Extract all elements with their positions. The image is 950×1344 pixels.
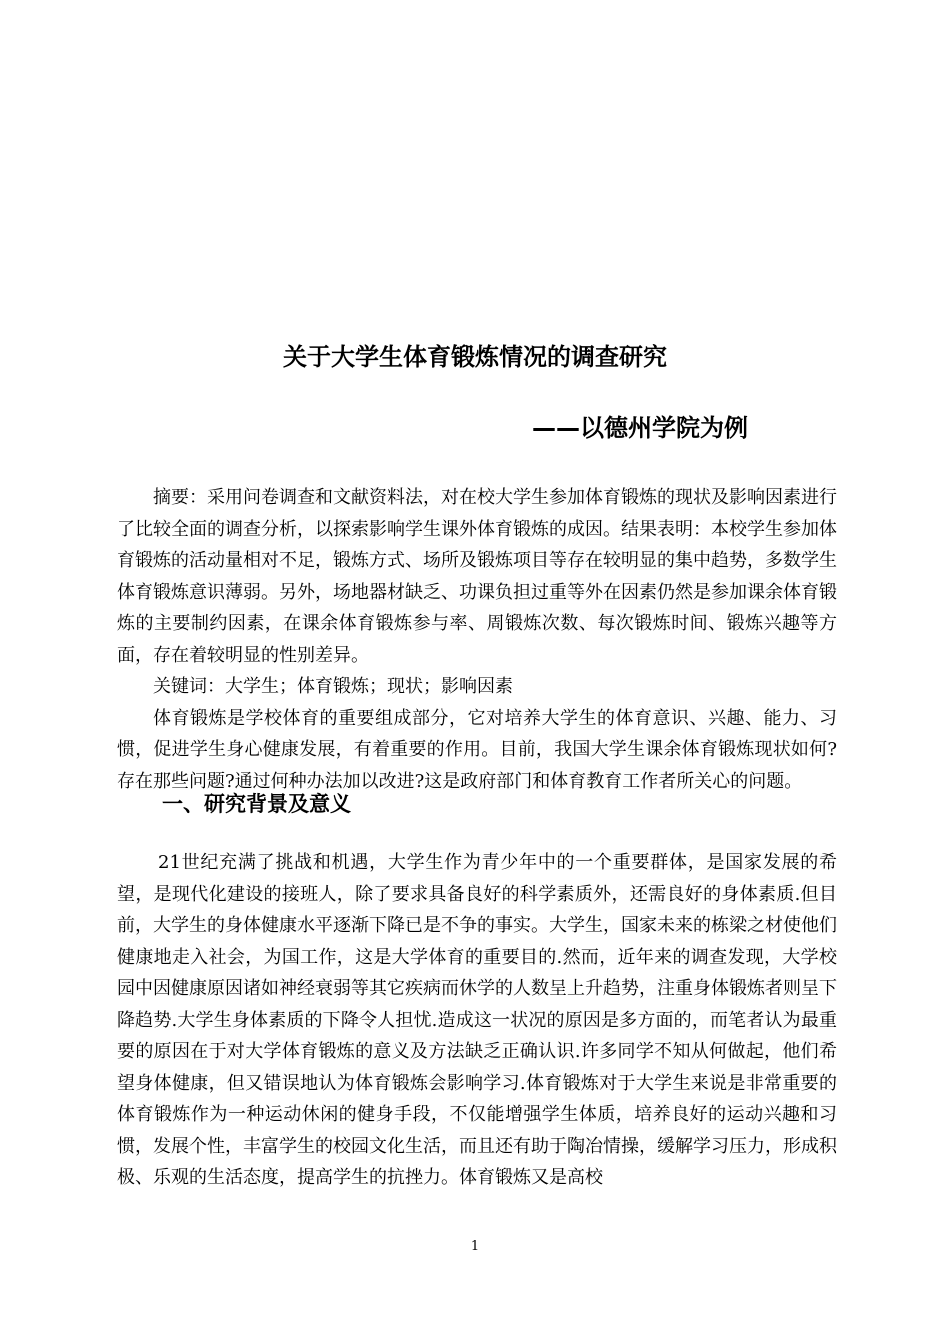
document-subtitle: ——以德州学院为例 — [532, 414, 748, 442]
keywords-paragraph: 关键词：大学生；体育锻炼；现状；影响因素 — [153, 676, 513, 697]
page-number: 1 — [470, 1239, 480, 1254]
section-body — [117, 847, 837, 1194]
section-heading: 一、研究背景及意义 — [162, 792, 351, 816]
abstract-paragraph: 摘要：采用问卷调查和文献资料法，对在校大学生参加体育锻炼的现状及影响因素进行了比较全面的调查分析，以探索影响学生课外体育锻炼的成因。结果表明：本校学生参加体育锻炼的活动量相对不足，锻炼方式、场所及锻炼项目等存在较明显的集中趋势，多数学生体育锻炼意识薄弱。另外，场地器材缺乏、功课负担过重等外在因素仍然是参加课余体育锻炼的主要制约因素，在课余体育锻炼参与率、周锻炼次数、每次锻炼时间、锻炼兴趣等方面，存在着较明显的性别差异。 — [117, 487, 837, 666]
document-title: 关于大学生体育锻炼情况的调查研究 — [283, 343, 667, 371]
abstract-block — [117, 482, 837, 797]
intro-paragraph: 体育锻炼是学校体育的重要组成部分，它对培养大学生的体育意识、兴趣、能力、习惯，促进学生身心健康发展，有着重要的作用。目前，我国大学生课余体育锻炼现状如何?存在那些问题?通过何种办法加以改进?这是政府部门和体育教育工作者所关心的问题。 — [117, 707, 837, 792]
section-paragraph: 21世纪充满了挑战和机遇，大学生作为青少年中的一个重要群体，是国家发展的希望，是现代化建设的接班人，除了要求具备良好的科学素质外，还需良好的身体素质.但目前，大学生的身体健康水平逐渐下降已是不争的事实。大学生，国家未来的栋梁之材使他们健康地走入社会，为国工作，这是大学体育的重要目的.然而，近年来的调查发现，大学校园中因健康原因诸如神经衰弱等其它疾病而休学的人数呈上升趋势，注重身体锻炼者则呈下降趋势.大学生身体素质的下降令人担忧.造成这一状况的原因是多方面的，而笔者认为最重要的原因在于对大学体育锻炼的意义及方法缺乏正确认识.许多同学不知从何做起，他们希望身体健康，但又错误地认为体育锻炼会影响学习.体育锻炼对于大学生来说是非常重要的体育锻炼作为一种运动休闲的健身手段，不仅能增强学生体质，培养良好的运动兴趣和习惯，发展个性，丰富学生的校园文化生活，而且还有助于陶冶情操，缓解学习压力，形成积极、乐观的生活态度，提高学生的抗挫力。体育锻炼又是高校 — [117, 852, 837, 1188]
